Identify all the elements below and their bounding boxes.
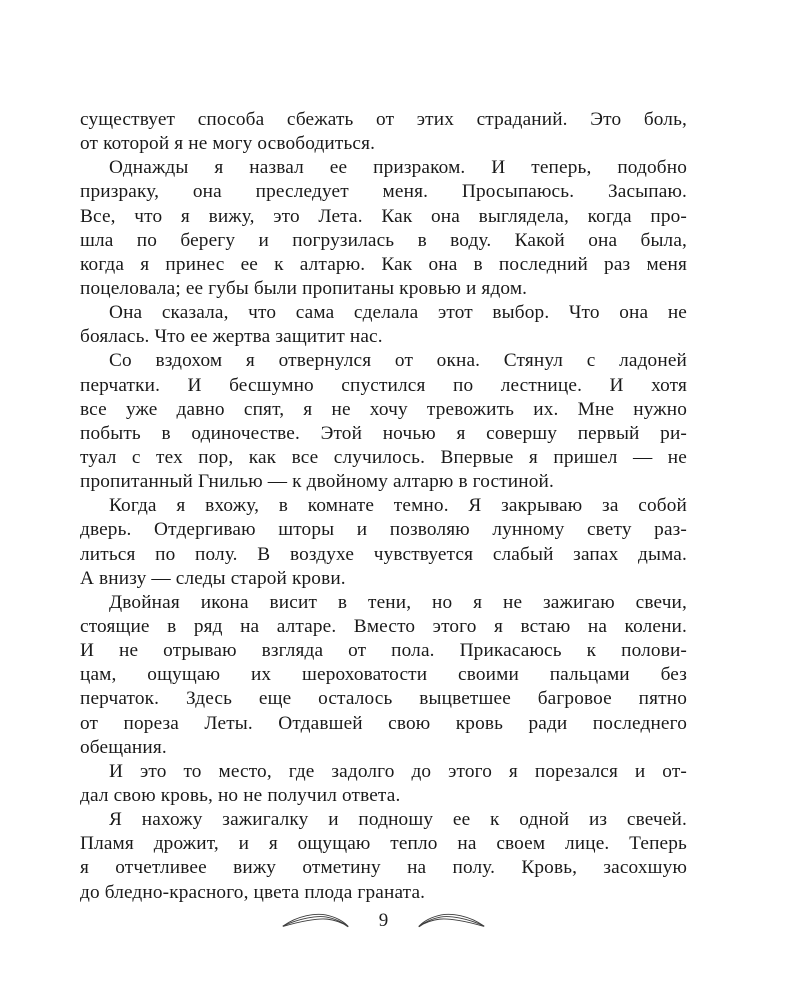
- paragraph: [80, 301, 687, 349]
- text-line: дверь. Отдергиваю шторы и позволяю лунному свету раз-: [80, 519, 687, 541]
- text-line: до бледно-красного, цвета плода граната.: [80, 881, 426, 903]
- paragraph: [80, 808, 687, 905]
- flourish-right-icon: [417, 910, 486, 931]
- text-line: боялась. Что ее жертва защитит нас.: [80, 326, 383, 348]
- text-line: побыть в одиночестве. Этой ночью я совершу первый ри-: [80, 422, 687, 444]
- flourish-left-icon: [281, 910, 350, 931]
- paragraph: [80, 108, 687, 156]
- text-line: от которой я не могу освободиться.: [80, 133, 376, 155]
- text-line: И это то место, где задолго до этого я порезался и от-: [109, 760, 687, 782]
- text-line: дал свою кровь, но не получил ответа.: [80, 784, 401, 806]
- text-line: цам, ощущаю их шероховатости своими пальцами без: [80, 664, 687, 686]
- text-line: стоящие в ряд на алтаре. Вместо этого я встаю на колени.: [80, 615, 687, 637]
- text-line: Со вздохом я отвернулся от окна. Стянул с ладоней: [109, 350, 687, 372]
- text-line: шла по берегу и погрузилась в воду. Какой она была,: [80, 229, 687, 251]
- text-line: я отчетливее вижу отметину на полу. Кровь, засохшую: [80, 857, 687, 879]
- paragraph: [80, 591, 687, 760]
- text-line: от пореза Леты. Отдавшей свою кровь ради последнего: [80, 712, 687, 734]
- text-line: Пламя дрожит, и я ощущаю тепло на своем лице. Теперь: [80, 833, 687, 855]
- text-line: Все, что я вижу, это Лета. Как она выглядела, когда про-: [80, 205, 687, 227]
- page-number: 9: [378, 909, 389, 931]
- text-line: все уже давно спят, я не хочу тревожить их. Мне нужно: [80, 398, 687, 420]
- paragraph: [80, 156, 687, 301]
- text-line: И не отрываю взгляда от пола. Прикасаюсь к полови-: [80, 640, 687, 662]
- text-line: А внизу — следы старой крови.: [80, 567, 346, 589]
- text-line: существует способа сбежать от этих страданий. Это боль,: [80, 109, 687, 130]
- text-line: Двойная икона висит в тени, но я не зажигаю свечи,: [109, 591, 687, 613]
- paragraph: [80, 494, 687, 591]
- text-line: призраку, она преследует меня. Просыпаюсь. Засыпаю.: [80, 181, 687, 203]
- text-line: перчаток. Здесь еще осталось выцветшее багровое пятно: [80, 688, 687, 710]
- text-line: перчатки. И бесшумно спустился по лестнице. И хотя: [80, 374, 687, 396]
- text-line: Я нахожу зажигалку и подношу ее к одной из свечей.: [109, 809, 687, 831]
- text-line: когда я принес ее к алтарю. Как она в последний раз меня: [80, 253, 687, 275]
- text-line: Она сказала, что сама сделала этот выбор. Что она не: [109, 302, 687, 324]
- paragraph: [80, 349, 687, 494]
- text-line: Когда я вхожу, в комнате темно. Я закрываю за собой: [109, 495, 687, 517]
- text-line: Однажды я назвал ее призраком. И теперь, подобно: [109, 157, 687, 179]
- text-line: туал с тех пор, как все случилось. Впервые я пришел — не: [80, 446, 687, 468]
- text-block: [80, 108, 687, 905]
- text-line: пропитанный Гнилью — к двойному алтарю в гостиной.: [80, 471, 554, 493]
- text-line: поцеловала; ее губы были пропитаны кровью и ядом.: [80, 277, 528, 299]
- paragraph: [80, 760, 687, 808]
- text-line: обещания.: [80, 736, 167, 758]
- text-line: литься по полу. В воздухе чувствуется слабый запах дыма.: [80, 543, 687, 565]
- page-footer: [80, 903, 687, 937]
